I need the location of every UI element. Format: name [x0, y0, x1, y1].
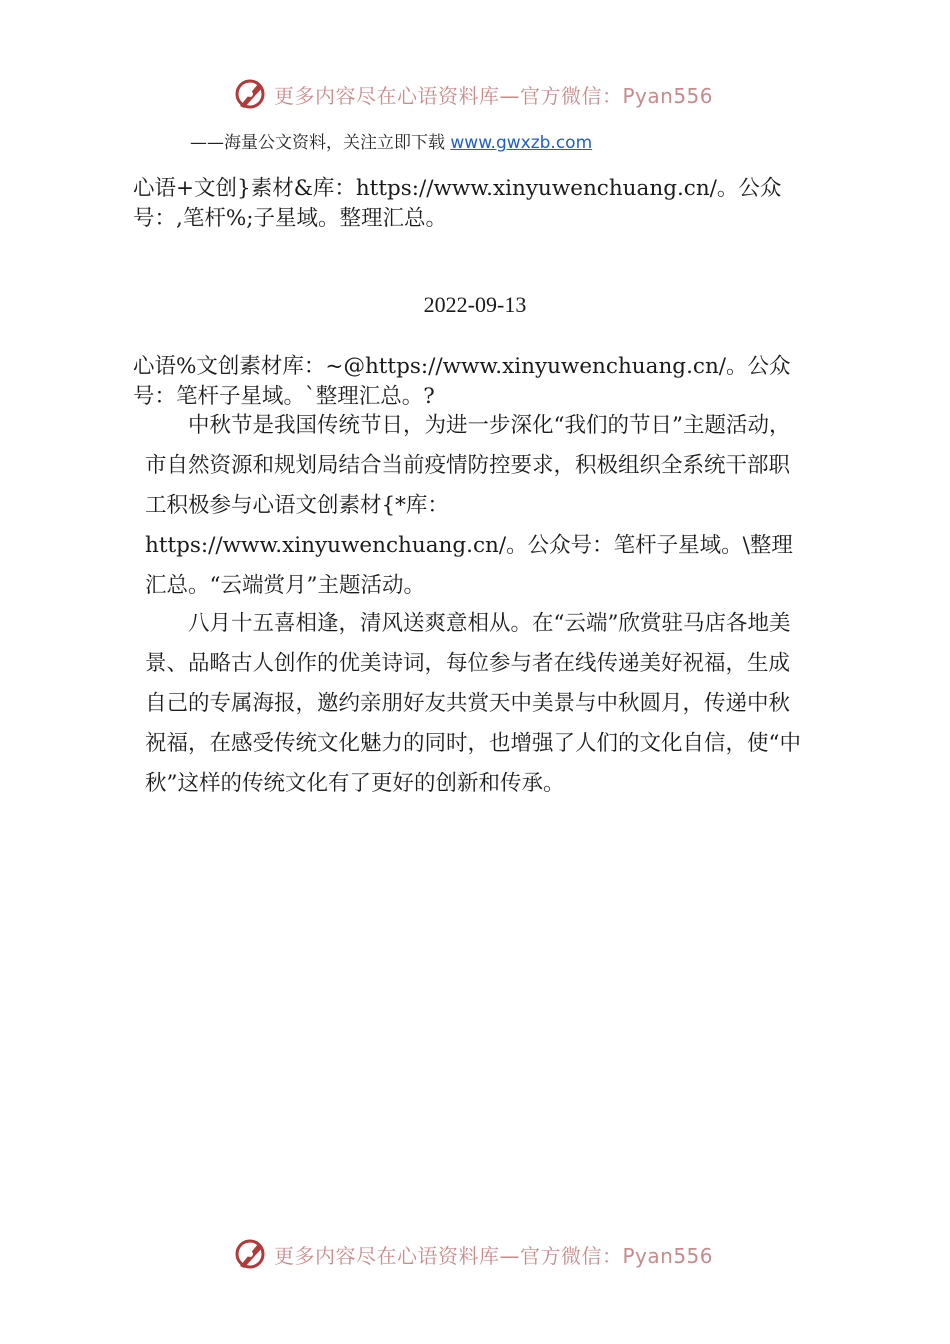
body-paragraph-1: [145, 406, 810, 606]
intro-paragraph: 心语+文创}素材&库：https://www.xinyuwenchuang.cn/。公众号：,笔杆%;子星域。整理汇总。: [133, 176, 782, 231]
subline-text: ——海量公文资料，关注立即下载: [190, 133, 451, 153]
document-date: 2022-09-13: [423, 292, 527, 317]
website-link[interactable]: www.gwxzb.com: [450, 133, 593, 153]
body-paragraph-text: 八月十五喜相逢，清风送爽意相从。在“云端”欣赏驻马店各地美景、品略古人创作的优美诗词，每位参与者在线传递美好祝福，生成自己的专属海报，邀约亲朋好友共赏天中美景与中秋圆月，传递中秋祝福，在感受传统文化魅力的同时，也增强了人们的文化自信，使“中秋”这样的传统文化有了更好的创新和传承。: [145, 611, 801, 796]
header-subline: [190, 128, 592, 153]
footer-banner: [232, 1234, 713, 1274]
footer-banner-text: 更多内容尽在心语资料库—官方微信：Pyan556: [274, 1243, 714, 1268]
header-banner: [232, 74, 713, 114]
second-paragraph: 心语%文创素材库：~@https://www.xinyuwenchuang.cn/。公众号：笔杆子星域。`整理汇总。?: [133, 354, 791, 409]
pen-logo-icon: [232, 1236, 268, 1272]
pen-logo-icon: [232, 76, 268, 112]
body-paragraph-2: [145, 604, 810, 804]
header-banner-text: 更多内容尽在心语资料库—官方微信：Pyan556: [274, 83, 714, 108]
body-paragraph-text: 中秋节是我国传统节日，为进一步深化“我们的节日”主题活动，市自然资源和规划局结合当前疫情防控要求，积极组织全系统干部职工积极参与心语文创素材{*库：https://www.xinyuwenchuang.cn/。公众号：笔杆子星域。\整理汇总。“云端赏月”主题活动。: [145, 413, 793, 598]
